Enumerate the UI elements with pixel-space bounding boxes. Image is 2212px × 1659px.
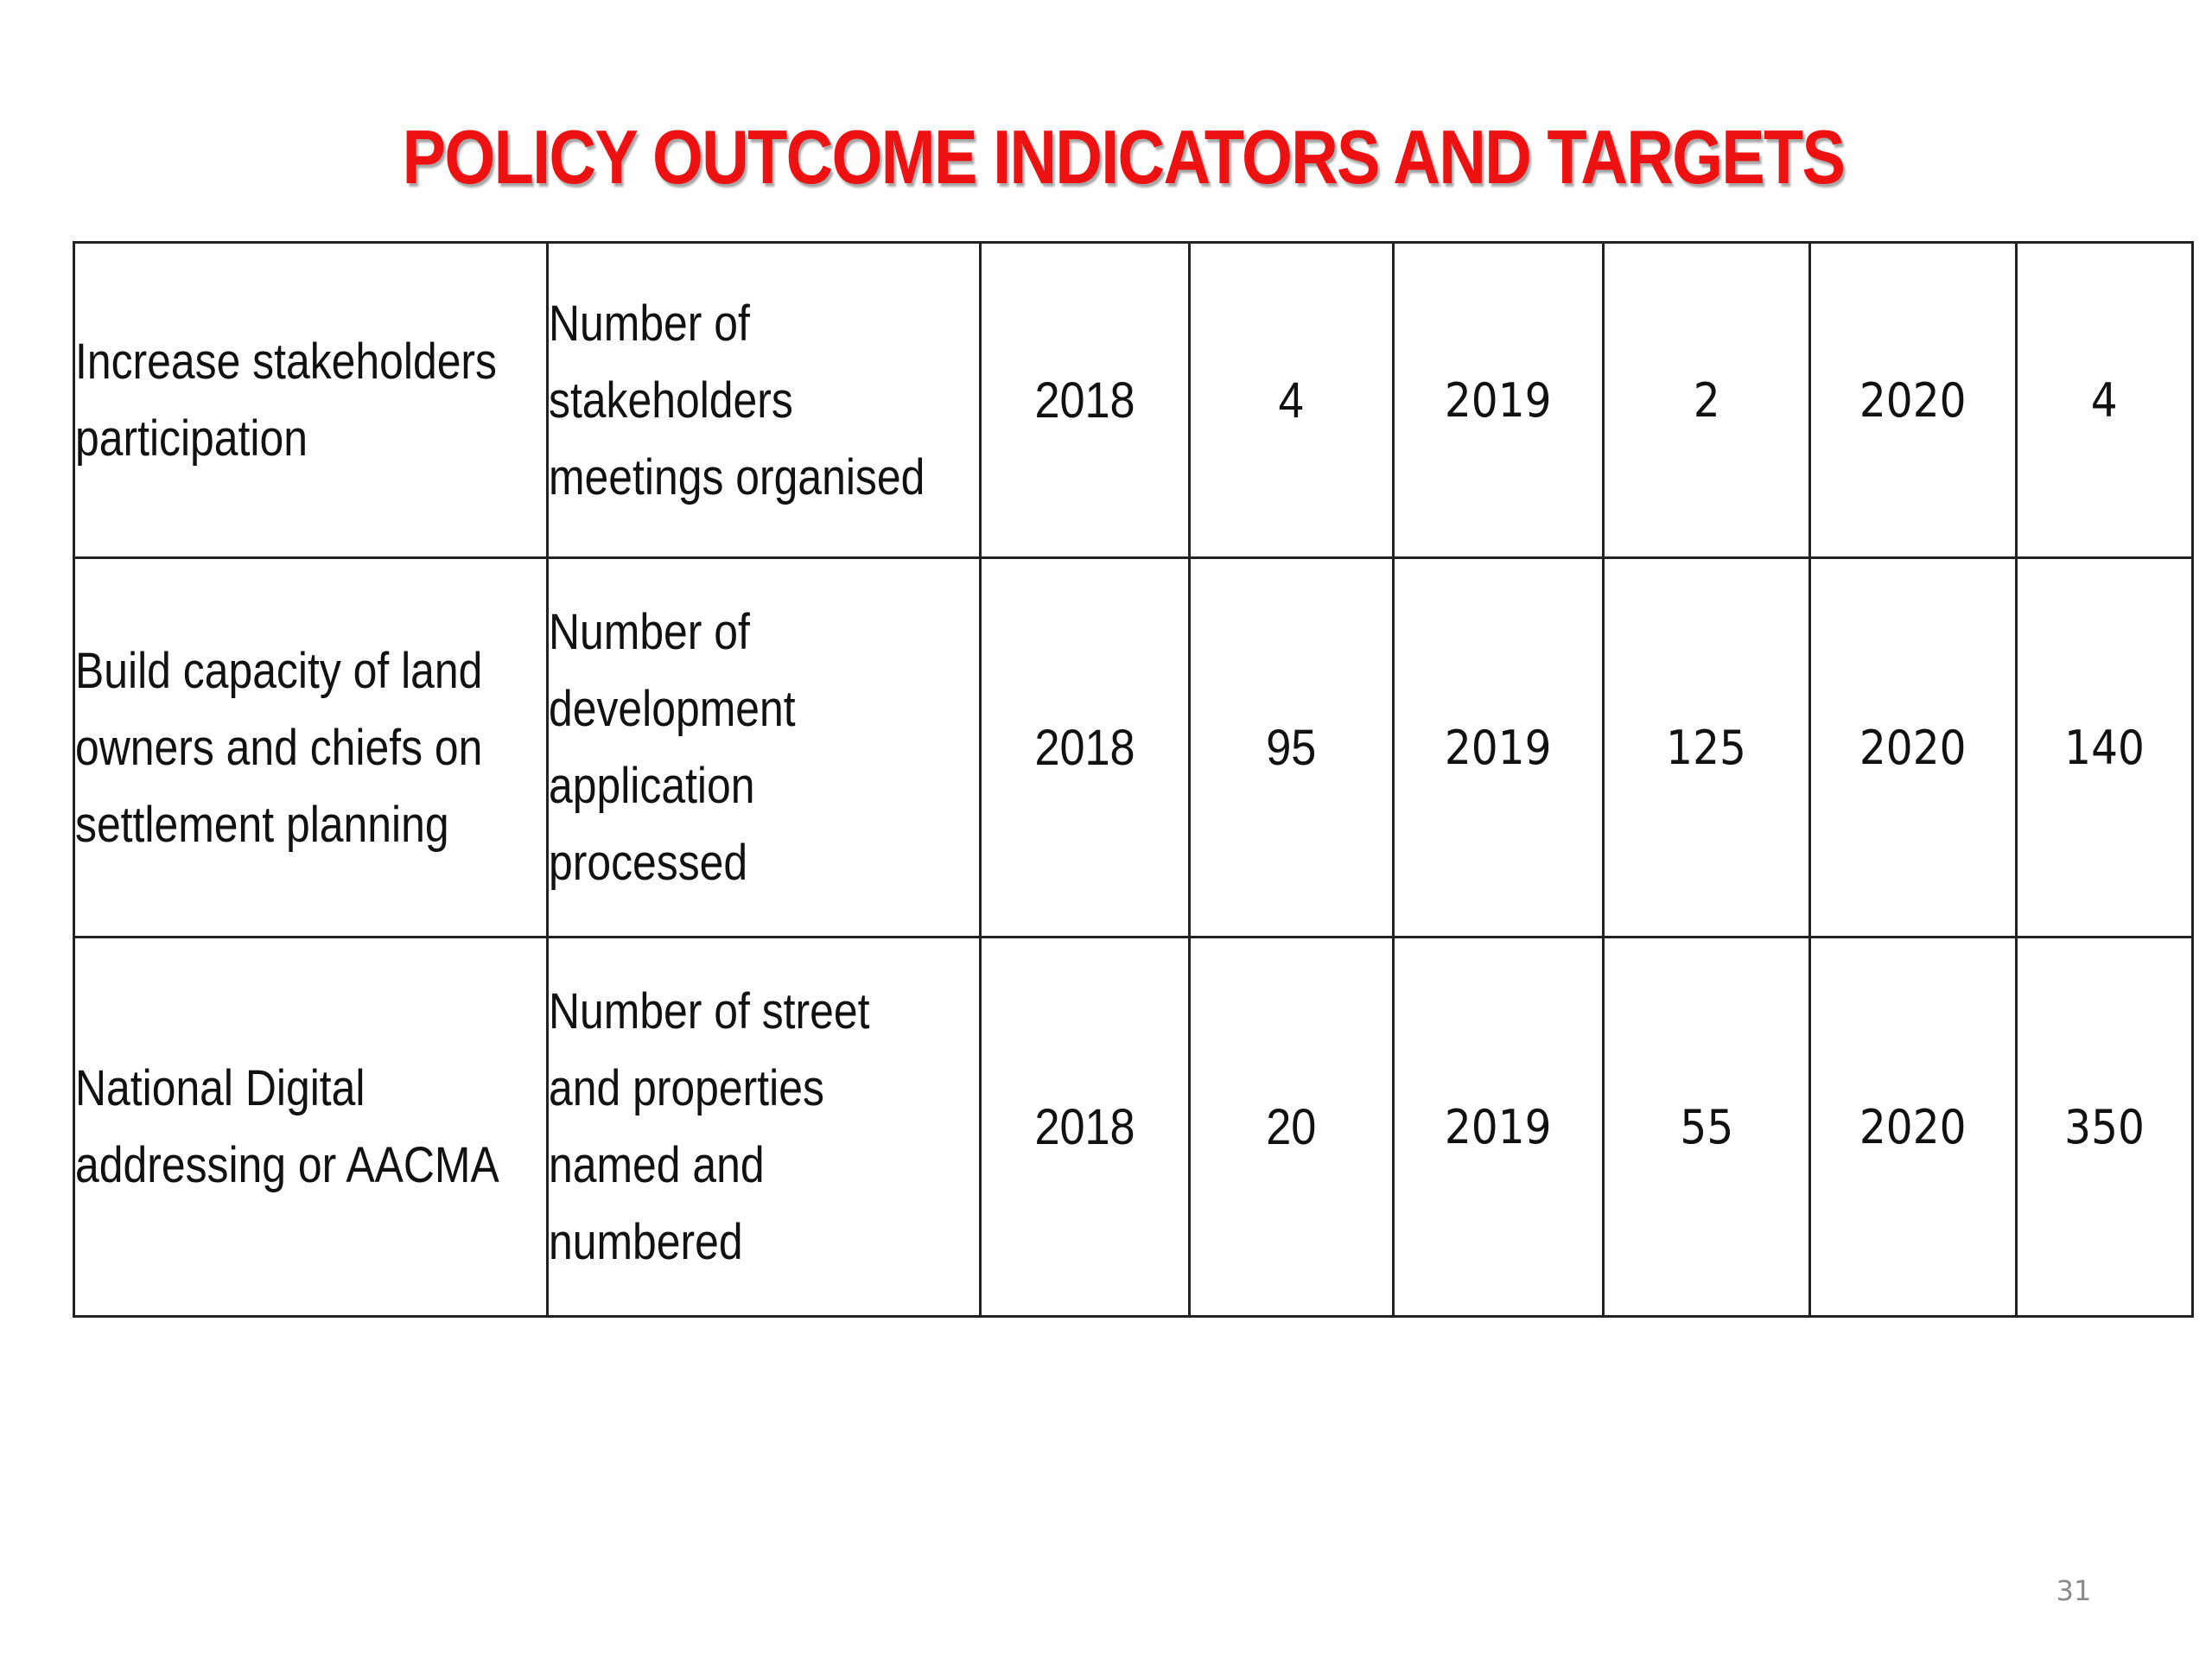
objective-cell xyxy=(74,938,548,1317)
indicator-text: Number of development application processed xyxy=(549,604,796,891)
slide-title: POLICY OUTCOME INDICATORS AND TARGETS xyxy=(402,114,1845,200)
target-value-2019-cell: 55 xyxy=(1604,938,1810,1317)
target-year-2020-cell: 2020 xyxy=(1810,243,2017,558)
target-value-2020-cell: 4 xyxy=(2017,243,2193,558)
table-row xyxy=(74,558,2193,938)
indicator-text: Number of street and properties named and numbered xyxy=(549,983,870,1270)
objective-text: Build capacity of land owners and chiefs on settlement planning xyxy=(75,642,483,853)
target-year-2019-cell: 2019 xyxy=(1394,243,1604,558)
indicators-table xyxy=(73,241,2194,1318)
objective-cell xyxy=(74,243,548,558)
table-row xyxy=(74,938,2193,1317)
target-value-2020-cell: 350 xyxy=(2017,938,2193,1317)
target-year-2020-cell: 2020 xyxy=(1810,938,2017,1317)
baseline-value-cell: 20 xyxy=(1190,938,1394,1317)
baseline-value-cell: 95 xyxy=(1190,558,1394,938)
objective-text: National Digital addressing or AACMA xyxy=(75,1060,499,1193)
indicator-cell xyxy=(548,938,981,1317)
baseline-year-cell: 2018 xyxy=(981,243,1190,558)
objective-cell xyxy=(74,558,548,938)
baseline-value-cell: 4 xyxy=(1190,243,1394,558)
target-value-2019-cell: 2 xyxy=(1604,243,1810,558)
target-year-2019-cell: 2019 xyxy=(1394,558,1604,938)
objective-text: Increase stakeholders participation xyxy=(75,334,497,467)
target-value-2020-cell: 140 xyxy=(2017,558,2193,938)
baseline-year-cell: 2018 xyxy=(981,938,1190,1317)
target-year-2020-cell: 2020 xyxy=(1810,558,2017,938)
page-number: 31 xyxy=(2056,1574,2092,1607)
target-year-2019-cell: 2019 xyxy=(1394,938,1604,1317)
indicator-cell xyxy=(548,243,981,558)
indicator-text: Number of stakeholders meetings organised xyxy=(549,295,925,505)
indicator-cell xyxy=(548,558,981,938)
target-value-2019-cell: 125 xyxy=(1604,558,1810,938)
table-row xyxy=(74,243,2193,558)
baseline-year-cell: 2018 xyxy=(981,558,1190,938)
